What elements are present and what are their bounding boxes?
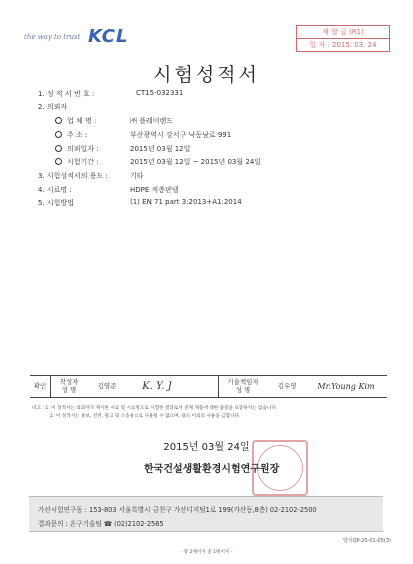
footer-box xyxy=(29,496,383,532)
field-label: 업 체 명 : xyxy=(67,117,97,125)
tech-manager-signature: Mr.Young Kim xyxy=(317,381,375,391)
field-value: (1) EN 71 part 3:2013+A1:2014 xyxy=(130,198,242,206)
page-indicator: - 총 2페이지 중 1페이지 - xyxy=(180,550,233,555)
circle-bullet-icon xyxy=(55,117,62,124)
circle-bullet-icon xyxy=(55,145,62,152)
field-label: 2. 의뢰자 xyxy=(38,103,68,111)
field-value: 2015년 03월 12일 xyxy=(130,145,191,153)
field-label: 5. 시험방법 xyxy=(38,199,74,207)
note-line-2: 2. 이 성적서는 홍보, 선전, 광고 및 소송용으로 사용될 수 없으며, 용도 이외의 사용을 금합니다. xyxy=(50,414,241,419)
note-line-1: 비고 : 1. 이 성적서는 의뢰자가 제시한 시료 및 시료명으로 시험한 결과로서 전체 제품에 대한 품질을 보증하지는 않습니다. xyxy=(32,406,278,411)
field-label: 주 소 : xyxy=(67,131,88,139)
field-value: 기타 xyxy=(130,172,144,180)
field-value: HDPE 적층판넬 xyxy=(130,186,179,194)
form-number: 양식QP-20-01-05(3) xyxy=(342,538,391,544)
field-value: ㈜ 플레이랜드 xyxy=(130,117,174,125)
field-label: 1. 성 적 서 번 호 : xyxy=(38,90,95,98)
field-label: 의뢰일자 : xyxy=(67,145,99,153)
circle-bullet-icon xyxy=(55,158,62,165)
organization-name: 한국건설생활환경시험연구원장 xyxy=(144,464,280,475)
footer-contact: 결과문의 : 온구기술팀 ☎ (02)2102-2565 xyxy=(38,520,164,528)
signature-table xyxy=(30,375,387,398)
seal-ring-icon xyxy=(257,445,303,491)
field-label: 4. 시료명 : xyxy=(38,186,72,194)
field-label: 3. 시험성적서의 용도 : xyxy=(38,172,108,180)
circle-bullet-icon xyxy=(55,131,62,138)
writer-signature: K. Y. J xyxy=(142,380,172,392)
writer-name: 김영준 xyxy=(97,381,117,390)
field-label: 시험기간 : xyxy=(67,158,99,166)
slogan-text: the way to trust xyxy=(24,33,81,41)
reissue-date: 일 자 : 2015. 03. 24 xyxy=(309,41,377,49)
tech-manager-name: 김우영 xyxy=(277,381,297,390)
kcl-logo: KCL xyxy=(88,26,129,47)
tech-manager-label: 기술책임자 성 명 xyxy=(227,377,259,394)
issue-date: 2015년 03월 24일 xyxy=(163,442,250,453)
document-title: 시험성적서 xyxy=(153,64,260,86)
field-value: 부산광역시 강서구 낙동남로 991 xyxy=(130,131,232,139)
field-value: CT15-032331 xyxy=(136,89,184,97)
confirm-label: 확인 xyxy=(33,381,47,390)
official-seal xyxy=(252,440,308,496)
writer-label: 작성자 성 명 xyxy=(59,377,79,394)
reissue-label: 재 발 급 (R1) xyxy=(297,26,389,39)
reissue-stamp xyxy=(296,25,390,52)
field-value: 2015년 03월 12일 ~ 2015년 03월 24일 xyxy=(130,158,262,166)
footer-address: 가산시험연구동 : 153-803 서울특별시 금천구 가산디지털1로 199(가산동,8층) 02-2102-2500 xyxy=(38,506,317,514)
